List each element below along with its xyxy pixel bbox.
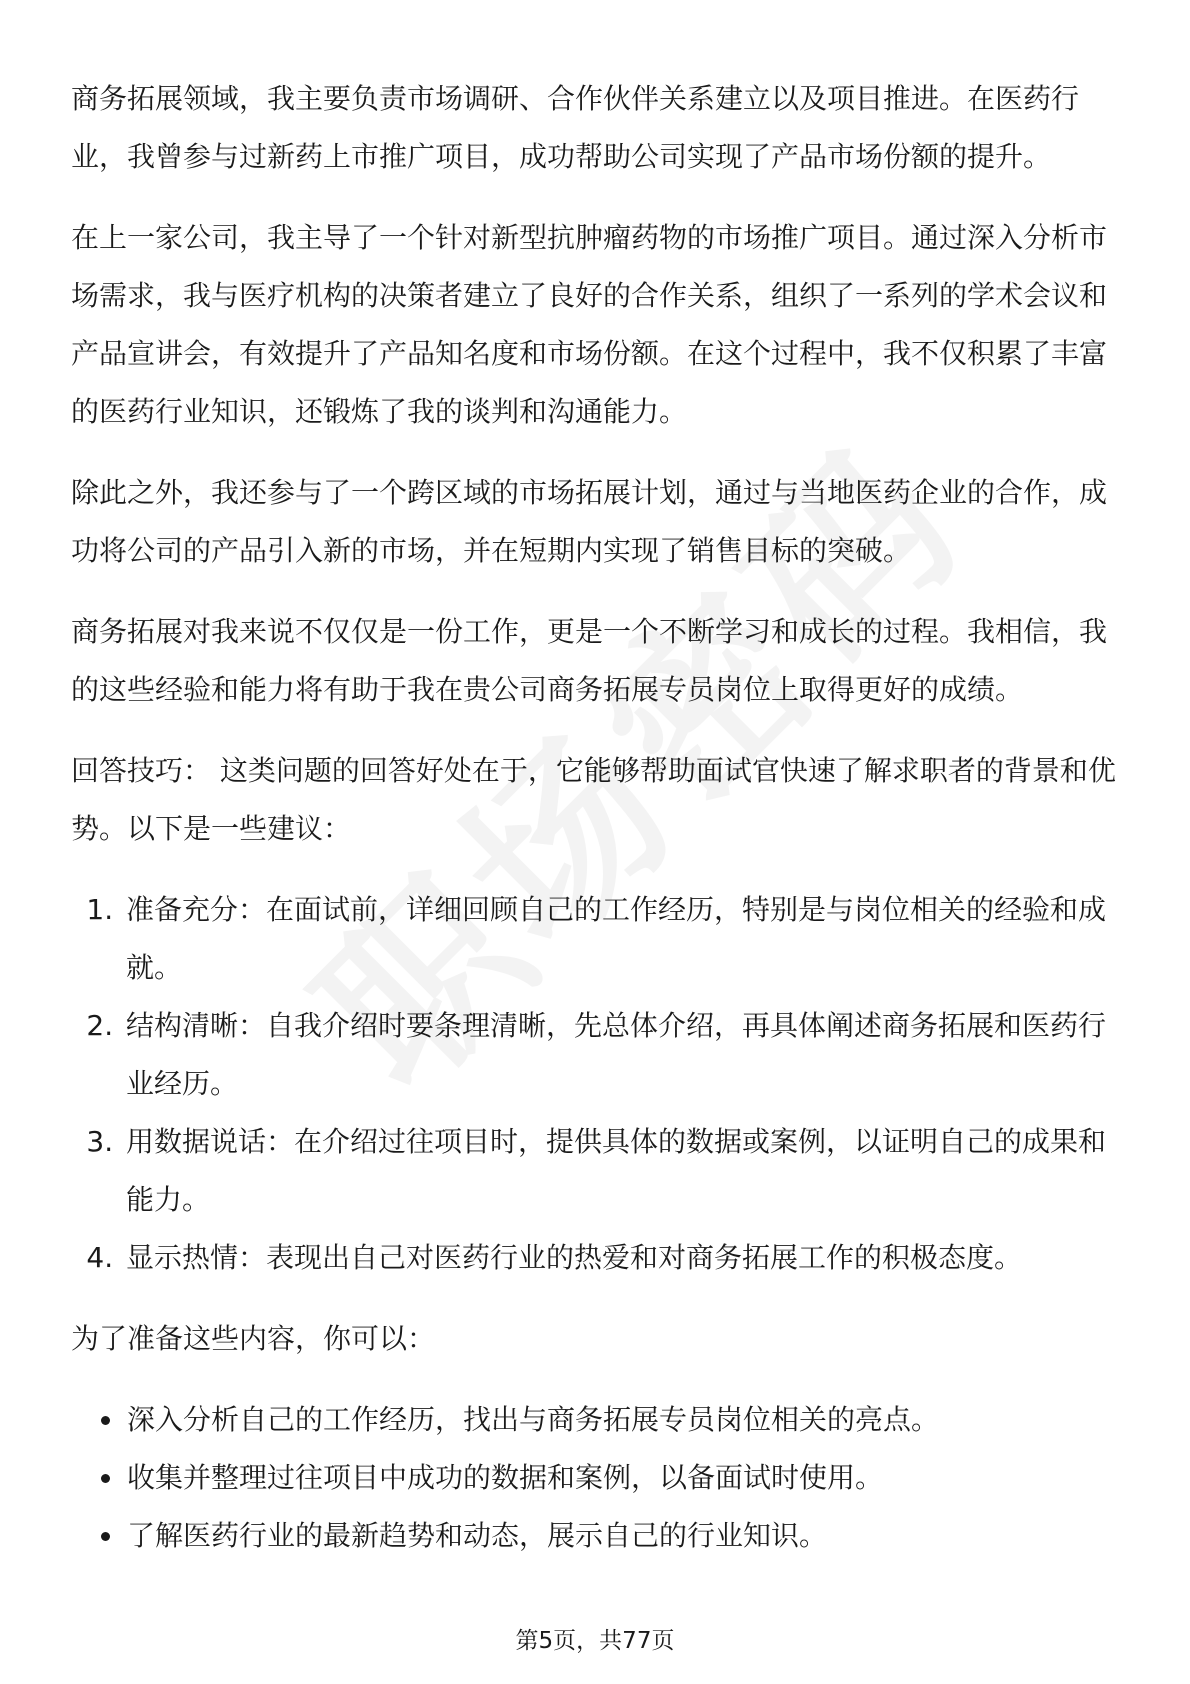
tip-item: 4. 显示热情：表现出自己对医药行业的热爱和对商务拓展工作的积极态度。 — [122, 1229, 1131, 1287]
tips-list — [71, 881, 1131, 1287]
paragraph-previous-company: 在上一家公司，我主导了一个针对新型抗肿瘤药物的市场推广项目。通过深入分析市场需求，我与医疗机构的决策者建立了良好的合作关系，组织了一系列的学术会议和产品宣讲会，有效提升了产品知名度和市场份额。在这个过程中，我不仅积累了丰富的医药行业知识，还锻炼了我的谈判和沟通能力。 — [71, 221, 1108, 428]
document-body — [71, 70, 1131, 1565]
paragraph-answer-tips: 回答技巧： 这类问题的回答好处在于，它能够帮助面试官快速了解求职者的背景和优势。以下是一些建议： — [71, 754, 1116, 845]
tip-item: 1. 准备充分：在面试前，详细回顾自己的工作经历，特别是与岗位相关的经验和成就。 — [122, 881, 1131, 997]
page-number: 第5页，共77页 — [515, 1628, 675, 1654]
prep-item: • 深入分析自己的工作经历，找出与商务拓展专员岗位相关的亮点。 — [125, 1391, 1131, 1449]
prep-item: • 了解医药行业的最新趋势和动态，展示自己的行业知识。 — [125, 1507, 1131, 1565]
prep-list — [71, 1391, 1131, 1565]
prep-intro: 为了准备这些内容，你可以： — [71, 1322, 436, 1355]
paragraph-growth: 商务拓展对我来说不仅仅是一份工作，更是一个不断学习和成长的过程。我相信，我的这些经验和能力将有助于我在贵公司商务拓展专员岗位上取得更好的成绩。 — [71, 615, 1108, 706]
prep-item: • 收集并整理过往项目中成功的数据和案例，以备面试时使用。 — [125, 1449, 1131, 1507]
tip-item: 3. 用数据说话：在介绍过往项目时，提供具体的数据或案例，以证明自己的成果和能力。 — [122, 1113, 1131, 1229]
paragraph-cross-region: 除此之外，我还参与了一个跨区域的市场拓展计划，通过与当地医药企业的合作，成功将公司的产品引入新的市场，并在短期内实现了销售目标的突破。 — [71, 476, 1108, 567]
paragraph-business-scope: 商务拓展领域，我主要负责市场调研、合作伙伴关系建立以及项目推进。在医药行业，我曾参与过新药上市推广项目，成功帮助公司实现了产品市场份额的提升。 — [71, 82, 1080, 173]
tip-item: 2. 结构清晰：自我介绍时要条理清晰，先总体介绍，再具体阐述商务拓展和医药行业经历。 — [122, 997, 1131, 1113]
